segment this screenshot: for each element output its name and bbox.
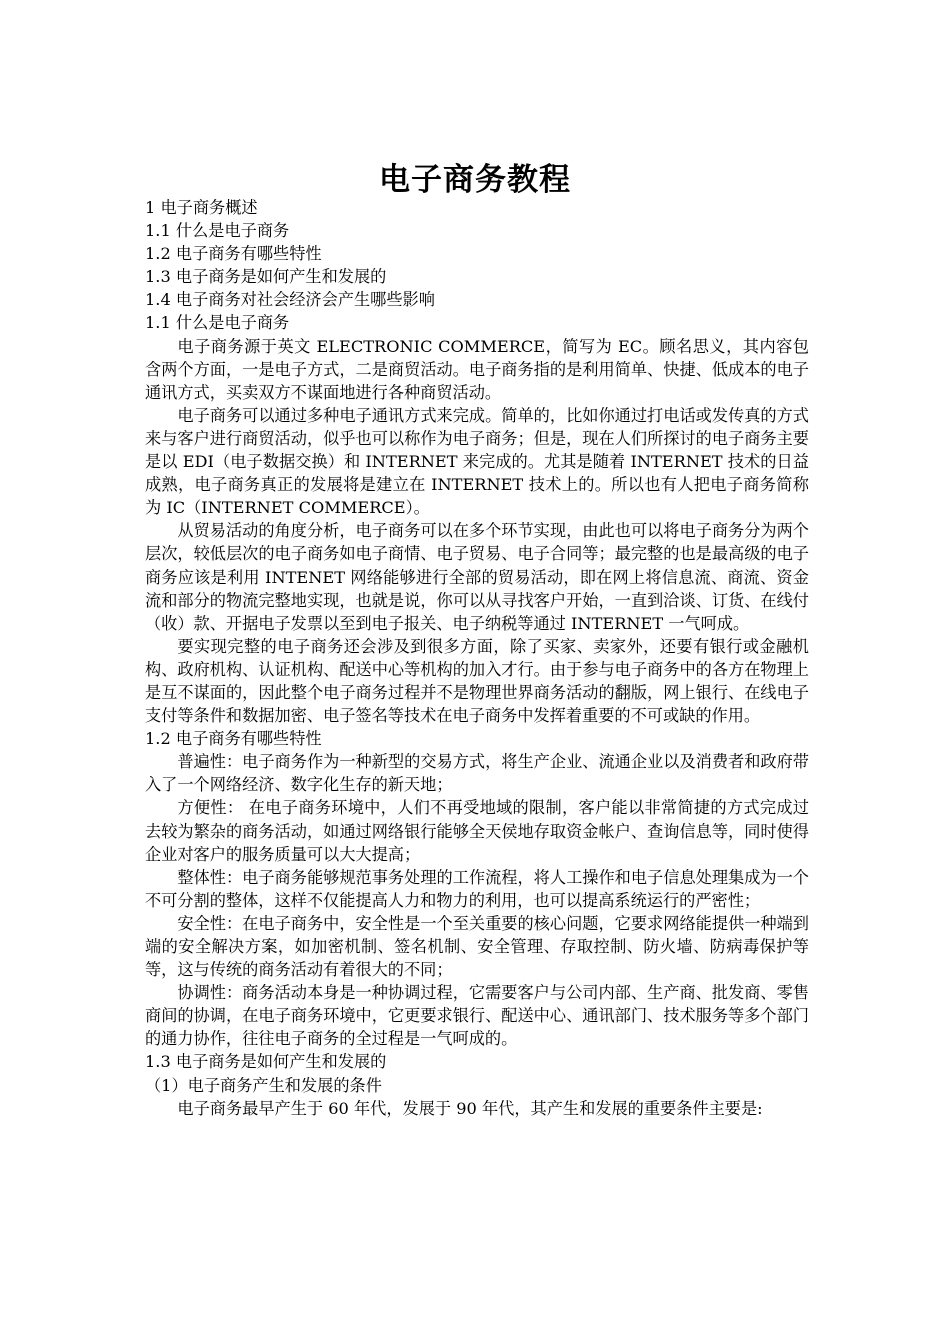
toc-item: 1.4 电子商务对社会经济会产生哪些影响	[145, 290, 435, 310]
document-body	[145, 196, 809, 1120]
toc-item: 1.1 什么是电子商务	[145, 221, 290, 241]
body-paragraph: 协调性：商务活动本身是一种协调过程，它需要客户与公司内部、生产商、批发商、零售商间的协调，在电子商务环境中，它更要求银行、配送中心、通讯部门、技术服务等多个部门的通力协作，往往电子商务的全过程是一气呵成的。	[145, 983, 809, 1049]
body-paragraph: 电子商务可以通过多种电子通讯方式来完成。简单的，比如你通过打电话或发传真的方式来与客户进行商贸活动，似乎也可以称作为电子商务；但是，现在人们所探讨的电子商务主要是以 EDI（电子数据交换）和 INTERNET 来完成的。尤其是随着 INTERNET 技术的日益成熟，电子商务真正的发展将是建立在 INTERNET 技术上的。所以也有人把电子商务简称为 IC（INTERNET COMMERCE）。	[145, 405, 809, 518]
subsection-heading: （1）电子商务产生和发展的条件	[145, 1075, 382, 1095]
section-heading: 1.1 什么是电子商务	[145, 313, 290, 333]
body-paragraph: 整体性：电子商务能够规范事务处理的工作流程，将人工操作和电子信息处理集成为一个不可分割的整体，这样不仅能提高人力和物力的利用，也可以提高系统运行的严密性；	[145, 867, 809, 910]
toc-item: 1.2 电子商务有哪些特性	[145, 244, 322, 264]
body-paragraph: 方便性： 在电子商务环境中，人们不再受地域的限制，客户能以非常简捷的方式完成过去较为繁杂的商务活动，如通过网络银行能够全天侯地存取资金帐户、查询信息等，同时使得企业对客户的服务质量可以大大提高；	[145, 798, 809, 864]
document-title: 电子商务教程	[379, 162, 571, 198]
section-heading: 1.2 电子商务有哪些特性	[145, 729, 322, 749]
section-heading: 1.3 电子商务是如何产生和发展的	[145, 1052, 387, 1072]
body-paragraph: 电子商务最早产生于 60 年代，发展于 90 年代，其产生和发展的重要条件主要是:	[177, 1098, 763, 1118]
toc-item: 1.3 电子商务是如何产生和发展的	[145, 267, 387, 287]
body-paragraph: 从贸易活动的角度分析，电子商务可以在多个环节实现，由此也可以将电子商务分为两个层次，较低层次的电子商务如电子商情、电子贸易、电子合同等；最完整的也是最高级的电子商务应该是利用 INTENET 网络能够进行全部的贸易活动，即在网上将信息流、商流、资金流和部分的物流完整地实现，也就是说，你可以从寻找客户开始，一直到洽谈、订货、在线付（收）款、开据电子发票以至到电子报关、电子纳税等通过 INTERNET 一气呵成。	[145, 521, 809, 633]
body-paragraph: 安全性：在电子商务中，安全性是一个至关重要的核心问题，它要求网络能提供一种端到端的安全解决方案，如加密机制、签名机制、安全管理、存取控制、防火墙、防病毒保护等等，这与传统的商务活动有着很大的不同；	[145, 913, 809, 980]
body-paragraph: 要实现完整的电子商务还会涉及到很多方面，除了买家、卖家外，还要有银行或金融机构、政府机构、认证机构、配送中心等机构的加入才行。由于参与电子商务中的各方在物理上是互不谋面的，因此整个电子商务过程并不是物理世界商务活动的翻版，网上银行、在线电子支付等条件和数据加密、电子签名等技术在电子商务中发挥着重要的不可或缺的作用。	[145, 636, 809, 726]
body-paragraph: 电子商务源于英文 ELECTRONIC COMMERCE，简写为 EC。顾名思义，其内容包含两个方面，一是电子方式，二是商贸活动。电子商务指的是利用简单、快捷、低成本的电子通讯方式，买卖双方不谋面地进行各种商贸活动。	[145, 336, 809, 402]
body-paragraph: 普遍性：电子商务作为一种新型的交易方式，将生产企业、流通企业以及消费者和政府带入了一个网络经济、数字化生存的新天地；	[145, 752, 809, 795]
toc-item: 1 电子商务概述	[145, 198, 258, 217]
